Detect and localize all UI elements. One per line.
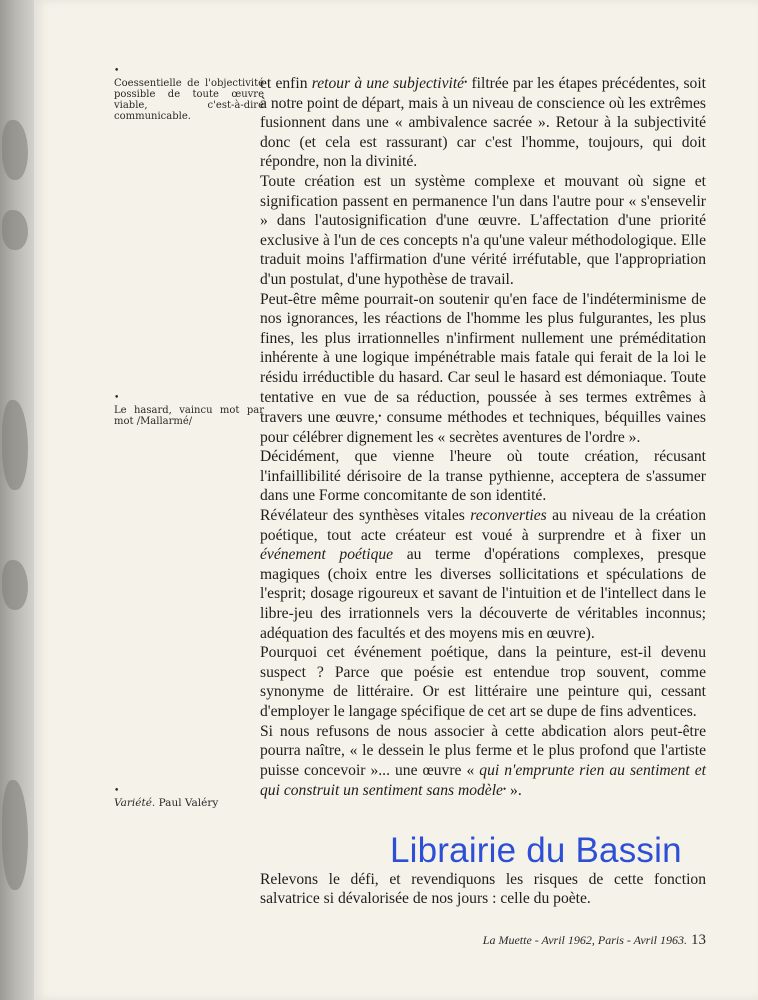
book-gutter-shadow — [0, 0, 36, 1000]
main-text — [260, 73, 706, 801]
footnote-marker: • — [502, 784, 507, 795]
margin-note-text — [114, 798, 264, 809]
note-bullet: • — [114, 786, 120, 796]
paragraph-6: Pourquoi cet événement poétique, dans la peinture, est-il devenu suspect ? Parce que poésie est entendue trop souvent, comme synonyme de littéraire. Or est littéraire une peinture qui, cessant d'employer le langage spécifique de cet art se dupe de fins adventices. — [260, 644, 706, 720]
paragraph-4: Décidément, que vienne l'heure où toute création, récusant l'infaillibilité dérisoire de la transe pythienne, acceptera de s'assumer dans une Forme concomitante de son identité. — [260, 448, 706, 505]
note-author: Paul Valéry — [158, 797, 219, 809]
margin-note-text: Coessentielle de l'objectivité possible de toute œuvre viable, c'est-à-dire communicable. — [114, 78, 264, 122]
paragraph-2: Toute création est un système complexe et mouvant où signe et signification passent en permanence l'un dans l'autre pour « s'ensevelir » dans l'autosignification d'une œuvre. L'affectation d'une priorité exclusive à l'un de ces concepts n'a qu'une valeur méthodologique. Elle traduit moins l'affirmation d'une vérité irréfutable, que l'appropriation d'un postulat, d'une hypothèse de travail. — [260, 172, 706, 288]
page-footer — [483, 932, 706, 949]
margin-note-valery — [114, 786, 264, 809]
book-page — [34, 0, 758, 1000]
note-bullet: • — [114, 66, 120, 76]
note-title: Variété. — [114, 797, 156, 809]
footer-dateline: La Muette - Avril 1962, Paris - Avril 1963. — [482, 933, 687, 947]
page-number: 13 — [691, 932, 706, 948]
paragraph-3: Peut-être même pourrait-on soutenir qu'en face de l'indéterminisme de nos ignorances, les réactions de l'homme les plus fulgurantes, les plus fines, les plus irrationnelles n'infirment nullement une préméditation inhérente à une logique impénétrable mais fatale qui ferait de la loi le résidu irréductible du hasard. Car seul le hasard est démoniaque. Toute tentative en vue de sa réduction, poussée à ses termes extrêmes à travers une œuvre,• consume méthodes et techniques, béquilles vaines pour célébrer dignement les « secrètes aventures de l'ordre ». — [260, 290, 706, 446]
paragraph-1: et enfin retour à une subjectivité• filtrée par les étapes précédentes, soit à notre point de départ, mais à un niveau de conscience où les extrêmes fusionnent dans une « ambivalence sacrée ». Retour à la subjectivité donc (et cela est rassurant) car c'est l'homme, toujours, qui doit répondre, non la divinité. — [260, 75, 706, 171]
seller-watermark: Librairie du Bassin — [390, 831, 682, 870]
paragraph-5: Révélateur des synthèses vitales reconverties au niveau de la création poétique, tout acte créateur est voué à surprendre et à fixer un événement poétique au terme d'opérations complexes, presque magiques (choix entre les diverses sollicitations et spéculations de l'esprit; dosage rigoureux et savant de l'intuition et de l'intellect dans le libre-jeu des irrationnels vers la découverte de véritables inconnus; adéquation des facultés et des moyens mis en œuvre). — [260, 507, 706, 642]
paragraph-8: Relevons le défi, et revendiquons les risques de cette fonction salvatrice si dévalorisée de nos jours : celle du poète. — [260, 870, 706, 908]
margin-note-text: Le hasard, vaincu mot par mot /Mallarmé/ — [114, 405, 264, 427]
paragraph-7: Si nous refusons de nous associer à cette abdication alors peut-être pourra naître, « le dessein le plus ferme et le plus profond que l'artiste puisse concevoir »... une œuvre « qui n'emprunte rien au sentiment et qui construit un sentiment sans modèle• ». — [260, 722, 706, 800]
margin-note-objectivity — [114, 66, 264, 122]
note-bullet: • — [114, 393, 120, 403]
margin-note-mallarme — [114, 393, 264, 427]
footnote-marker: • — [464, 77, 468, 87]
footnote-marker: • — [378, 411, 382, 422]
